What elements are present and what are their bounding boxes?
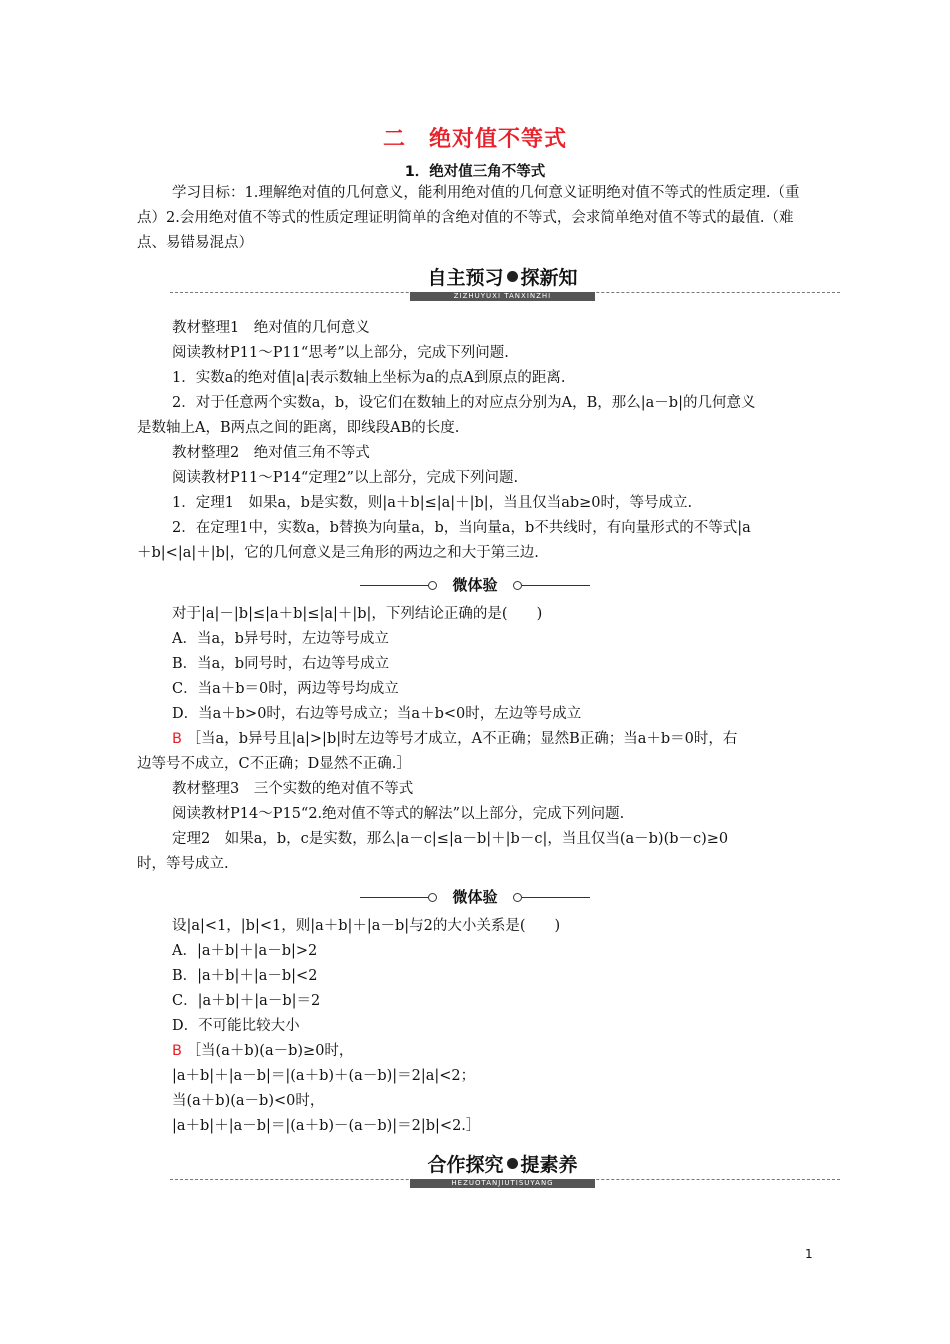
text-line: |a＋b|＋|a－b|＝|(a＋b)＋(a－b)|＝2|a|<2； [172,1068,476,1084]
circle-icon [513,893,522,902]
banner-preview [170,266,840,300]
option-d: D．当a＋b>0时，右边等号成立；当a＋b<0时，左边等号成立 [172,706,582,722]
answer-explanation: ［当(a＋b)(a－b)≥0时， [186,1043,354,1059]
banner-text-b: 提素养 [520,1154,578,1176]
learning-goals: 学习目标：1.理解绝对值的几何意义，能利用绝对值的几何意义证明绝对值不等式的性质定理.（重点）2.会用绝对值不等式的性质定理证明简单的含绝对值的不等式，会求简单绝对值不等式的最值.（难点、易错易混点） [137,185,800,251]
text-line: 阅读教材P11～P11“思考”以上部分，完成下列问题. [172,345,509,361]
question-stem: 对于|a|－|b|≤|a＋b|≤|a|＋|b|，下列结论正确的是( ) [172,606,543,622]
text-line: 边等号不成立，C不正确；D显然不正确.］ [137,756,411,772]
page-number: 1 [805,1247,813,1261]
text-line: 教材整理2 绝对值三角不等式 [172,445,370,461]
option-c: C．当a＋b＝0时，两边等号均成立 [172,681,399,697]
rule-right [522,897,590,898]
text-line: 1．实数a的绝对值|a|表示数轴上坐标为a的点A到原点的距离. [172,370,566,386]
answer-line [172,727,862,752]
rule-right [522,585,590,586]
banner-text-a: 合作探究 [427,1154,504,1176]
option-a: A．当a，b异号时，左边等号成立 [172,631,389,647]
circle-icon [513,581,522,590]
text-line: 阅读教材P14～P15“2.绝对值不等式的解法”以上部分，完成下列问题. [172,806,625,822]
banner-heading [410,266,595,290]
banner-heading [410,1153,595,1177]
banner-explore [170,1153,840,1187]
text-line: 时，等号成立. [137,856,229,872]
option-d: D．不可能比较大小 [172,1018,300,1034]
mini-heading [360,574,590,596]
circle-icon [428,581,437,590]
banner-pinyin: ZIZHUYUXI TANXINZHI [410,292,595,301]
text-line: 当(a＋b)(a－b)<0时， [172,1093,325,1109]
text-line: 阅读教材P11～P14“定理2”以上部分，完成下列问题. [172,470,519,486]
option-b: B．当a，b同号时，右边等号成立 [172,656,390,672]
answer-letter: B [172,1043,182,1059]
banner-text-a: 自主预习 [427,267,504,289]
page-title: 二 绝对值不等式 [382,127,567,152]
mini-heading-label: 微体验 [452,888,498,906]
text-line: |a＋b|＋|a－b|＝|(a＋b)－(a－b)|＝2|b|<2.］ [172,1118,481,1134]
text-line: 定理2 如果a，b，c是实数，那么|a－c|≤|a－b|＋|b－c|，当且仅当(a－b)(b－c)≥0 [172,831,729,847]
option-c: C．|a＋b|＋|a－b|＝2 [172,993,321,1009]
text-line: 教材整理1 绝对值的几何意义 [172,320,370,336]
mini-heading [360,886,590,908]
text-line: 2．对于任意两个实数a，b，设它们在数轴上的对应点分别为A，B，那么|a－b|的几何意义 [172,395,756,411]
rule-left [360,585,428,586]
text-line: ＋b|<|a|＋|b|，它的几何意义是三角形的两边之和大于第三边. [137,545,539,561]
text-line: 教材整理3 三个实数的绝对值不等式 [172,781,414,797]
mini-heading-label: 微体验 [452,576,498,594]
banner-pinyin: HEZUOTANJIUTISUYANG [410,1179,595,1188]
answer-explanation: ［当a，b异号且|a|>|b|时左边等号才成立，A不正确；显然B正确；当a＋b＝0时，右 [186,731,738,747]
option-a: A．|a＋b|＋|a－b|>2 [172,943,318,959]
question-stem: 设|a|<1，|b|<1，则|a＋b|＋|a－b|与2的大小关系是( ) [172,918,561,934]
banner-text-b: 探新知 [520,267,578,289]
text-line: 2．在定理1中，实数a，b替换为向量a，b，当向量a，b不共线时，有向量形式的不等式|a [172,520,751,536]
section-subtitle: 1．绝对值三角不等式 [404,164,546,180]
answer-line [172,1039,862,1064]
circle-icon [428,893,437,902]
answer-letter: B [172,731,182,747]
rule-left [360,897,428,898]
option-b: B．|a＋b|＋|a－b|<2 [172,968,318,984]
text-line: 1．定理1 如果a，b是实数，则|a＋b|≤|a|＋|b|，当且仅当ab≥0时，等号成立. [172,495,693,511]
bullet-icon [507,271,518,282]
text-line: 是数轴上A，B两点之间的距离，即线段AB的长度. [137,420,460,436]
bullet-icon [507,1158,518,1169]
